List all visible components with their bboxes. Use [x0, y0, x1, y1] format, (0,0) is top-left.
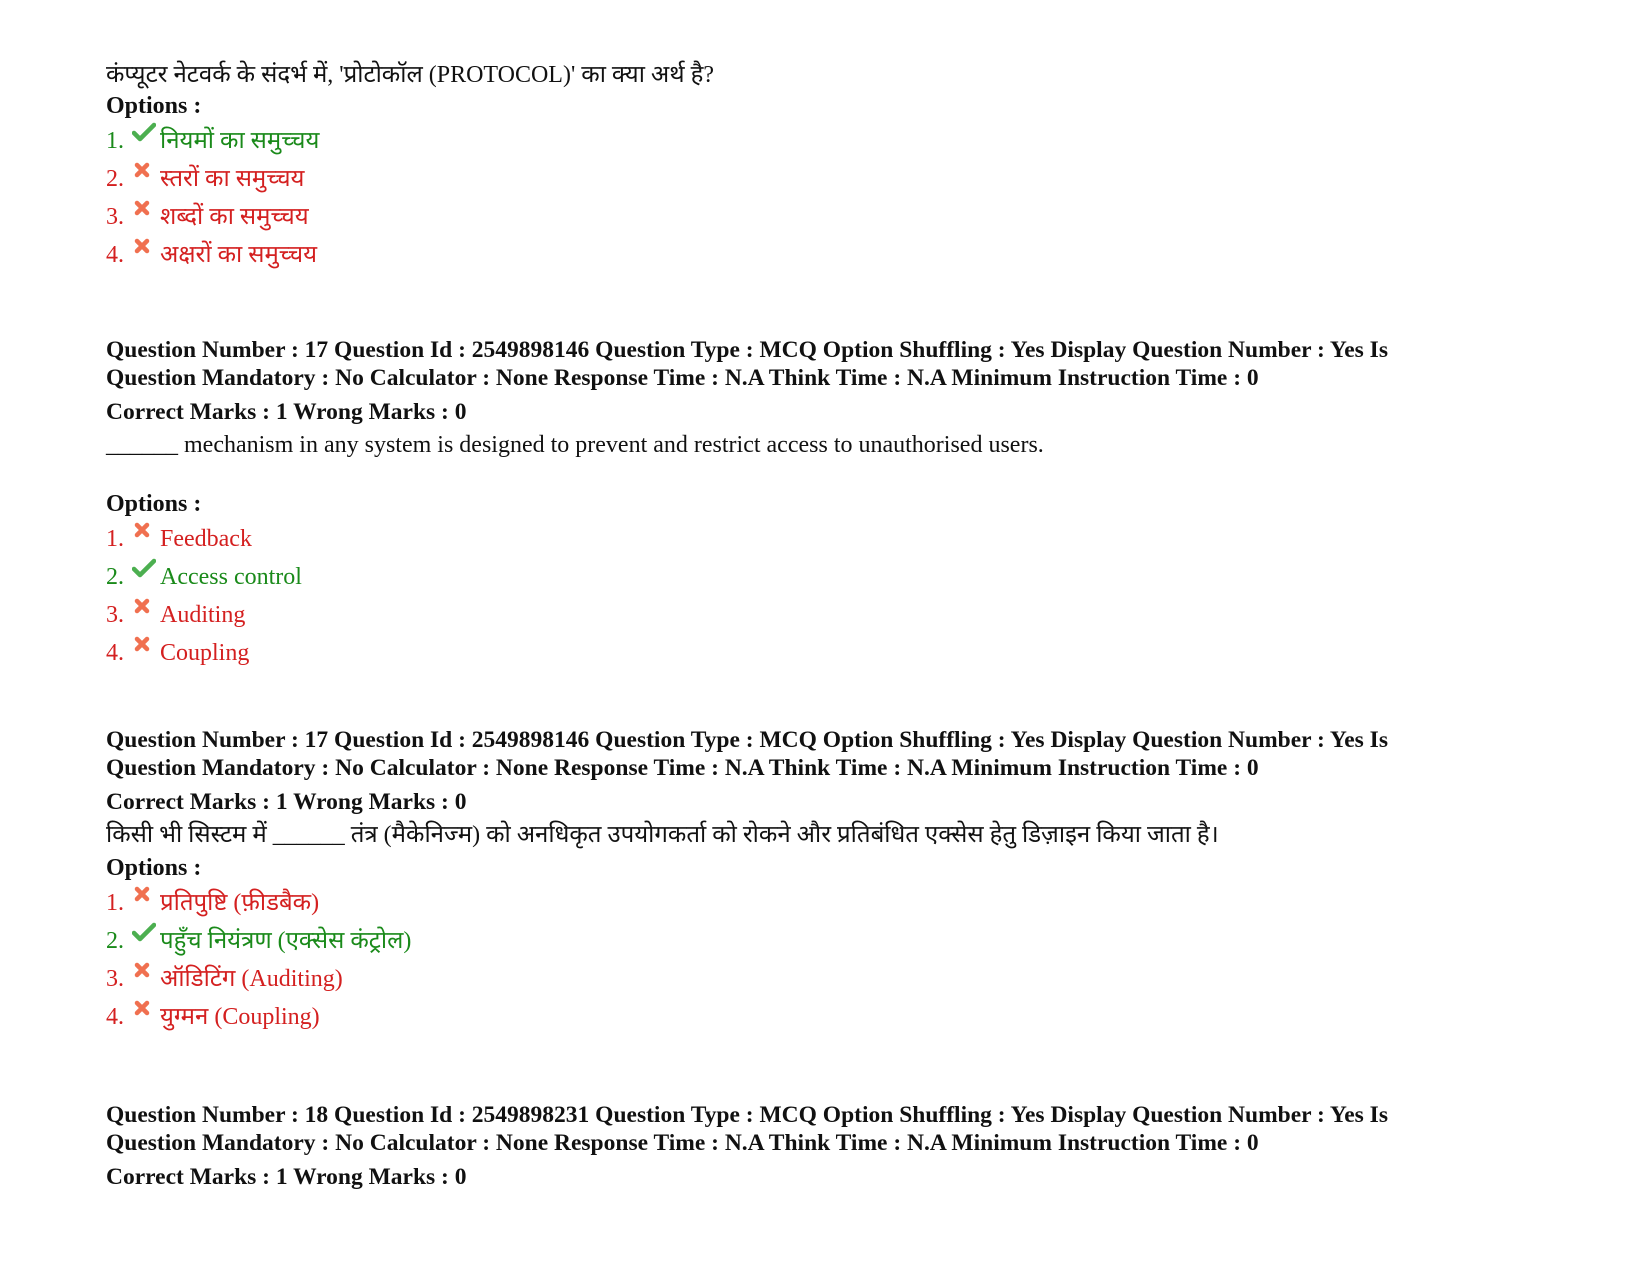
question-block-protocol [106, 60, 1546, 278]
option-item [106, 888, 1546, 926]
question-meta-line: Question Number : 18 Question Id : 2549898231 Question Type : MCQ Option Shuffling : Yes Display Question Number : Yes Is [106, 1102, 1388, 1128]
option-number: 1. [106, 890, 124, 916]
option-item [106, 600, 1546, 638]
option-label: Coupling [160, 640, 250, 666]
cross-icon [132, 634, 160, 654]
cross-icon [132, 596, 160, 616]
option-item [106, 926, 1546, 964]
option-item [106, 126, 1546, 164]
question-meta-line: Question Mandatory : No Calculator : None Response Time : N.A Think Time : N.A Minimum Instruction Time : 0 [106, 1130, 1259, 1156]
options-list [106, 888, 1546, 1040]
option-number: 1. [106, 526, 124, 552]
option-number: 1. [106, 128, 124, 154]
question-block-17-en [106, 336, 1546, 676]
option-label: पहुँच नियंत्रण (एक्सेस कंट्रोल) [160, 928, 412, 954]
question-text: ______ mechanism in any system is designed to prevent and restrict access to unauthorised users. [106, 432, 1044, 458]
option-item [106, 1002, 1546, 1040]
option-label: Access control [160, 564, 302, 590]
question-text: किसी भी सिस्टम में ______ तंत्र (मैकेनिज्म) को अनधिकृत उपयोगकर्ता को रोकने और प्रतिबंधित एक्सेस हेतु डिज़ाइन किया जाता है। [106, 822, 1219, 848]
option-item [106, 240, 1546, 278]
option-label: अक्षरों का समुच्चय [160, 242, 318, 268]
check-icon [132, 558, 160, 578]
option-number: 4. [106, 1004, 124, 1030]
question-meta-line: Question Mandatory : No Calculator : None Response Time : N.A Think Time : N.A Minimum Instruction Time : 0 [106, 755, 1259, 781]
question-marks: Correct Marks : 1 Wrong Marks : 0 [106, 789, 467, 815]
option-label: नियमों का समुच्चय [160, 128, 320, 154]
question-marks: Correct Marks : 1 Wrong Marks : 0 [106, 399, 467, 425]
check-icon [132, 122, 160, 142]
option-label: शब्दों का समुच्चय [160, 204, 309, 230]
options-list [106, 126, 1546, 278]
option-label: ऑडिटिंग (Auditing) [160, 966, 343, 992]
option-item [106, 562, 1546, 600]
question-meta-line: Question Mandatory : No Calculator : None Response Time : N.A Think Time : N.A Minimum Instruction Time : 0 [106, 365, 1259, 391]
option-label: युग्मन (Coupling) [160, 1004, 320, 1030]
cross-icon [132, 884, 160, 904]
option-number: 2. [106, 166, 124, 192]
option-number: 3. [106, 966, 124, 992]
cross-icon [132, 520, 160, 540]
question-meta-line: Question Number : 17 Question Id : 2549898146 Question Type : MCQ Option Shuffling : Yes Display Question Number : Yes Is [106, 337, 1388, 363]
options-list [106, 524, 1546, 676]
option-number: 3. [106, 602, 124, 628]
question-marks: Correct Marks : 1 Wrong Marks : 0 [106, 1164, 467, 1190]
options-label: Options : [106, 93, 202, 119]
option-item [106, 638, 1546, 676]
option-item [106, 164, 1546, 202]
option-number: 2. [106, 928, 124, 954]
option-label: प्रतिपुष्टि (फ़ीडबैक) [160, 890, 320, 916]
question-text: कंप्यूटर नेटवर्क के संदर्भ में, 'प्रोटोकॉल (PROTOCOL)' का क्या अर्थ है? [106, 62, 714, 88]
option-number: 4. [106, 242, 124, 268]
options-label: Options : [106, 491, 202, 517]
cross-icon [132, 236, 160, 256]
cross-icon [132, 998, 160, 1018]
cross-icon [132, 960, 160, 980]
option-item [106, 524, 1546, 562]
option-number: 2. [106, 564, 124, 590]
question-block-18 [106, 1101, 1546, 1191]
option-item [106, 964, 1546, 1002]
cross-icon [132, 198, 160, 218]
question-block-17-hi [106, 726, 1546, 1040]
option-item [106, 202, 1546, 240]
option-label: Feedback [160, 526, 252, 552]
option-label: Auditing [160, 602, 246, 628]
check-icon [132, 922, 160, 942]
option-label: स्तरों का समुच्चय [160, 166, 305, 192]
option-number: 4. [106, 640, 124, 666]
cross-icon [132, 160, 160, 180]
options-label: Options : [106, 855, 202, 881]
question-meta-line: Question Number : 17 Question Id : 2549898146 Question Type : MCQ Option Shuffling : Yes Display Question Number : Yes Is [106, 727, 1388, 753]
option-number: 3. [106, 204, 124, 230]
